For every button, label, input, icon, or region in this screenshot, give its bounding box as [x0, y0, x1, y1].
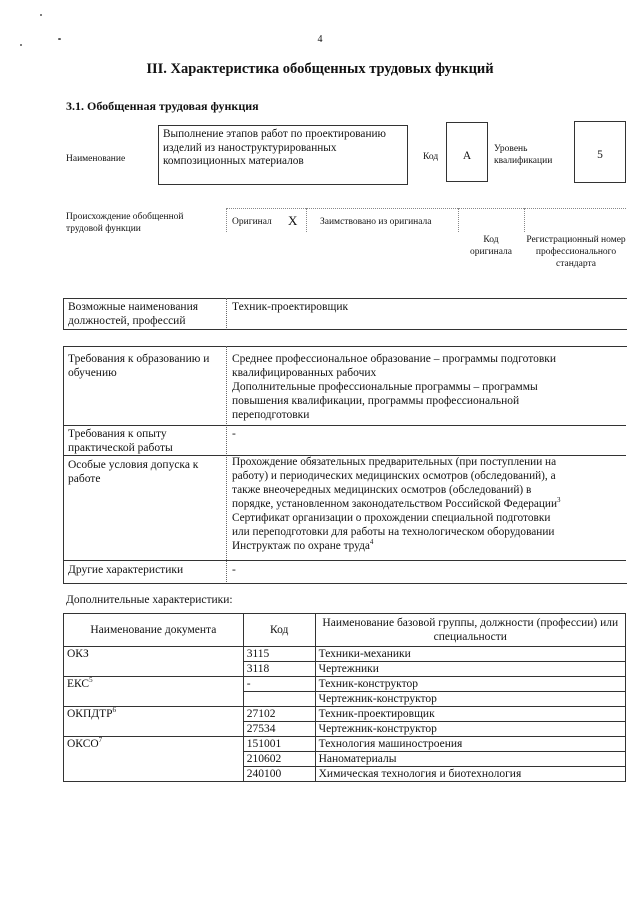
table-cell-name — [315, 647, 625, 662]
req-line: Дополнительные профессиональные программы – программы — [232, 381, 538, 393]
origin-reg-caption: Регистрационный номер профессионального стандарта — [526, 235, 626, 269]
table-cell-doc — [64, 722, 244, 737]
cell-text: 3115 — [246, 648, 270, 660]
cell-text: - — [246, 678, 251, 690]
col-name-header: Наименование базовой группы, должности (профессии) или специальности — [315, 614, 625, 647]
origin-borrowed-label: Заимствовано из оригинала — [320, 217, 432, 227]
origin-label: Происхождение обобщенной трудовой функции — [66, 212, 184, 234]
scan-speck — [40, 14, 42, 16]
col-code-header: Код — [243, 614, 315, 647]
req-line: работу) и периодических медицинских осмотров (обследований), а — [232, 470, 556, 482]
code-label: Код — [423, 152, 439, 162]
name-label: Наименование — [66, 154, 126, 164]
table-cell-name — [315, 722, 625, 737]
table-cell-code — [243, 662, 315, 677]
table-row — [64, 737, 626, 752]
function-name-box — [158, 125, 408, 185]
code-box — [446, 122, 488, 182]
table-cell-doc — [64, 707, 244, 722]
req-line: переподготовки — [232, 409, 310, 421]
table-cell-name — [315, 752, 625, 767]
table-cell-doc — [64, 677, 244, 692]
table-row — [64, 662, 626, 677]
cell-text: Техник-конструктор — [318, 678, 418, 690]
table-cell-code — [243, 767, 315, 782]
table-row — [64, 677, 626, 692]
req-row-line — [63, 560, 626, 561]
req-conditions-label: Особые условия допуска к работе — [68, 459, 199, 485]
cell-text: 27102 — [246, 708, 276, 720]
table-row — [64, 707, 626, 722]
additional-table — [63, 613, 626, 782]
footnote-ref: 3 — [557, 496, 561, 505]
origin-top-line — [226, 208, 626, 209]
cell-text: 27534 — [246, 723, 276, 735]
table-cell-name — [315, 677, 625, 692]
level-value: 5 — [597, 149, 603, 161]
table-cell-doc — [64, 752, 244, 767]
req-conditions-value — [232, 455, 624, 553]
req-row-line — [63, 425, 626, 426]
table-header-row — [64, 614, 626, 647]
table-row — [64, 647, 626, 662]
table-row — [64, 692, 626, 707]
origin-original-label: Оригинал — [232, 217, 272, 227]
origin-divider-1 — [306, 208, 307, 232]
subsection-title: 3.1. Обобщенная трудовая функция — [66, 99, 259, 113]
footnote-ref: 4 — [369, 538, 374, 547]
additional-title: Дополнительные характеристики: — [66, 594, 233, 606]
req-line — [232, 497, 624, 511]
table-row — [64, 722, 626, 737]
cell-text: Наноматериалы — [318, 753, 397, 765]
requirements-divider — [226, 346, 227, 582]
req-line: повышения квалификации, программы профессиональной — [232, 395, 520, 407]
table-cell-name — [315, 662, 625, 677]
positions-label: Возможные наименования должностей, профессий — [68, 301, 199, 327]
table-cell-name — [315, 737, 625, 752]
footnote-ref: 5 — [89, 676, 93, 685]
positions-divider — [226, 298, 227, 328]
table-cell-code — [243, 752, 315, 767]
req-line-text: Инструктаж по охране труда — [232, 540, 370, 552]
cell-text: ЕКС — [67, 678, 90, 690]
cell-text: Чертежник-конструктор — [318, 723, 437, 735]
cell-text: Техник-проектировщик — [318, 708, 435, 720]
origin-left-line — [226, 208, 227, 232]
req-line: Прохождение обязательных предварительных (при поступлении на — [232, 456, 557, 468]
table-cell-doc — [64, 767, 244, 782]
function-name: Выполнение этапов работ по проектированию изделий из наноструктурированных композиционных материалов — [163, 128, 386, 167]
req-other-label: Другие характеристики — [68, 564, 184, 576]
cell-text: ОКПДТР — [67, 708, 113, 720]
cell-text: Техники-механики — [318, 648, 411, 660]
table-cell-code — [243, 707, 315, 722]
req-line: или переподготовки для работы на технологическом оборудовании — [232, 526, 555, 538]
positions-value: Техник-проектировщик — [232, 301, 349, 313]
origin-divider-3 — [524, 208, 525, 232]
req-line: Среднее профессиональное образование – программы подготовки — [232, 353, 557, 365]
level-box — [574, 121, 626, 183]
cell-text: ОКСО — [67, 738, 99, 750]
req-experience-label: Требования к опыту практической работы — [68, 428, 173, 454]
table-cell-doc — [64, 647, 244, 662]
cell-text: ОКЗ — [67, 648, 89, 660]
table-cell-name — [315, 692, 625, 707]
table-cell-name — [315, 767, 625, 782]
req-line: также внеочередных медицинских осмотров (обследований) в — [232, 484, 532, 496]
table-cell-doc — [64, 662, 244, 677]
cell-text: Химическая технология и биотехнология — [318, 768, 522, 780]
cell-text: 151001 — [246, 738, 282, 750]
footnote-ref: 6 — [112, 706, 117, 715]
cell-text: 3118 — [246, 663, 270, 675]
table-cell-code — [243, 722, 315, 737]
table-cell-code — [243, 677, 315, 692]
origin-code-caption: Код оригинала — [470, 235, 512, 257]
req-line: квалифицированных рабочих — [232, 367, 377, 379]
cell-text: Технология машиностроения — [318, 738, 463, 750]
req-line-text: порядке, установленном законодательством Российской Федерации — [232, 498, 558, 510]
origin-original-mark: Х — [288, 213, 298, 228]
code-value: А — [462, 150, 472, 162]
table-cell-code — [243, 692, 315, 707]
page-number: 4 — [317, 34, 323, 45]
origin-divider-2 — [458, 208, 459, 232]
table-cell-doc — [64, 692, 244, 707]
footnote-ref: 7 — [98, 736, 103, 745]
table-row — [64, 767, 626, 782]
table-cell-code — [243, 737, 315, 752]
req-other-value: - — [232, 564, 236, 576]
cell-text: Чертежник-конструктор — [318, 693, 437, 705]
col-doc-header: Наименование документа — [64, 614, 244, 647]
level-label: Уровень квалификации — [494, 144, 553, 166]
req-line — [232, 539, 624, 553]
table-row — [64, 752, 626, 767]
table-cell-code — [243, 647, 315, 662]
req-education-value — [232, 352, 622, 422]
cell-text: Чертежники — [318, 663, 379, 675]
req-education-label: Требования к образованию и обучению — [68, 353, 210, 379]
table-cell-name — [315, 707, 625, 722]
table-cell-doc — [64, 737, 244, 752]
cell-text: 210602 — [246, 753, 282, 765]
req-experience-value: - — [232, 428, 236, 440]
req-line: Сертификат организации о прохождении специальной подготовки — [232, 512, 551, 524]
cell-text: 240100 — [246, 768, 282, 780]
section-title: III. Характеристика обобщенных трудовых функций — [146, 61, 494, 77]
